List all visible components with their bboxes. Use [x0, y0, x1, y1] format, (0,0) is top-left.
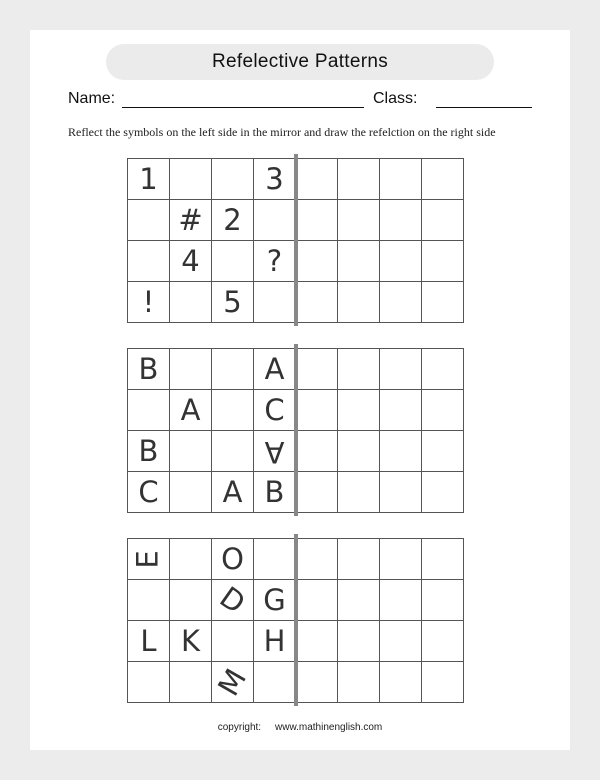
grid-cell	[338, 390, 380, 431]
grid-cell	[170, 472, 212, 513]
grid-cell: 5	[212, 282, 254, 323]
grid-cell	[212, 349, 254, 390]
name-label: Name:	[68, 90, 116, 107]
grid-cell: 1	[128, 159, 170, 200]
mirror-line	[294, 154, 298, 326]
grid-cell	[380, 580, 422, 621]
grid-cell	[422, 662, 464, 703]
grid-cell	[128, 580, 170, 621]
grid-cell	[296, 349, 338, 390]
grid-cell: A	[254, 349, 296, 390]
grid-cell	[296, 200, 338, 241]
grid-cell: 4	[170, 241, 212, 282]
grid-cell	[422, 539, 464, 580]
grid-cell: C	[128, 472, 170, 513]
grid-cell	[296, 159, 338, 200]
rotated-letter: M	[211, 662, 254, 702]
grid-cell	[254, 539, 296, 580]
grid-cell	[296, 580, 338, 621]
grid-cell	[422, 200, 464, 241]
grid-cell	[170, 580, 212, 621]
grid-cell	[338, 431, 380, 472]
grid-cell	[380, 241, 422, 282]
grid-cell: B	[128, 349, 170, 390]
grid-cell: H	[254, 621, 296, 662]
grid-cell	[422, 390, 464, 431]
grid-cell: O	[212, 539, 254, 580]
grid-cell	[380, 539, 422, 580]
grid-cell	[338, 662, 380, 703]
grid-cell	[170, 349, 212, 390]
grid-cell	[128, 662, 170, 703]
grid-cell	[170, 159, 212, 200]
grid-cell	[380, 282, 422, 323]
grid-cell	[380, 472, 422, 513]
grid-cell	[338, 539, 380, 580]
grid-cell	[170, 539, 212, 580]
class-line	[436, 107, 532, 108]
grid-cell	[380, 200, 422, 241]
grid-cell: B	[128, 431, 170, 472]
grid-cell: !	[128, 282, 170, 323]
rotated-letter: D	[213, 579, 252, 620]
mirror-line	[294, 534, 298, 706]
grid-cell	[254, 431, 296, 472]
grid-cell: A	[170, 390, 212, 431]
copyright-label: copyright:	[217, 722, 262, 733]
grid-cell	[254, 282, 296, 323]
grid-cell	[296, 472, 338, 513]
grid-cell: #	[170, 200, 212, 241]
grid-cell	[296, 539, 338, 580]
grid-cell: L	[128, 621, 170, 662]
grid-cell	[422, 472, 464, 513]
grid-cell	[338, 282, 380, 323]
upside-down-letter: A	[264, 434, 285, 469]
grid-cell	[212, 662, 254, 703]
grid-cell	[296, 431, 338, 472]
grid-cell	[170, 282, 212, 323]
grid-cell	[338, 580, 380, 621]
grid-cell	[338, 159, 380, 200]
grid-cell	[296, 621, 338, 662]
grid-cell	[338, 349, 380, 390]
grid-cell: B	[254, 472, 296, 513]
grid-cell: 2	[212, 200, 254, 241]
name-line	[122, 107, 364, 108]
grid-cell: A	[212, 472, 254, 513]
grid-cell	[422, 580, 464, 621]
worksheet-title: Refelective Patterns	[106, 44, 494, 80]
grid-cell	[170, 431, 212, 472]
grid-cell	[212, 580, 254, 621]
grid-cell	[212, 621, 254, 662]
grid-cell	[422, 349, 464, 390]
grid-cell	[212, 431, 254, 472]
footer	[30, 722, 570, 733]
mirror-line	[294, 344, 298, 516]
grid-cell	[380, 349, 422, 390]
class-label: Class:	[373, 90, 418, 107]
grid-cell	[422, 241, 464, 282]
grid-cell	[170, 662, 212, 703]
copyright-site: www.mathinenglish.com	[275, 722, 383, 733]
grid-cell	[380, 662, 422, 703]
grid-cell	[338, 200, 380, 241]
grid-cell	[338, 621, 380, 662]
grid-cell	[380, 390, 422, 431]
worksheet	[30, 30, 570, 750]
grid-cell	[422, 431, 464, 472]
grid-cell	[422, 159, 464, 200]
grid-cell	[296, 282, 338, 323]
grid-cell	[338, 241, 380, 282]
rotated-letter: E	[130, 549, 165, 569]
grid-cell	[128, 390, 170, 431]
grid-cell	[128, 200, 170, 241]
grid-cell	[422, 282, 464, 323]
grid-cell	[338, 472, 380, 513]
grid-cell: 3	[254, 159, 296, 200]
instructions: Reflect the symbols on the left side in the mirror and draw the refelction on the right side	[68, 125, 496, 139]
grid-cell: ?	[254, 241, 296, 282]
grid-cell	[254, 662, 296, 703]
grid-cell	[212, 241, 254, 282]
grid-cell	[296, 662, 338, 703]
grid-cell	[380, 159, 422, 200]
grid-cell	[380, 621, 422, 662]
grid-cell	[212, 390, 254, 431]
grid-cell: K	[170, 621, 212, 662]
grid-cell	[380, 431, 422, 472]
grid-cell	[212, 159, 254, 200]
grid-cell	[296, 390, 338, 431]
grid-cell	[422, 621, 464, 662]
grid-cell: C	[254, 390, 296, 431]
grid-cell	[296, 241, 338, 282]
grid-cell	[128, 241, 170, 282]
grid-cell	[128, 539, 170, 580]
grid-cell: G	[254, 580, 296, 621]
grid-cell	[254, 200, 296, 241]
